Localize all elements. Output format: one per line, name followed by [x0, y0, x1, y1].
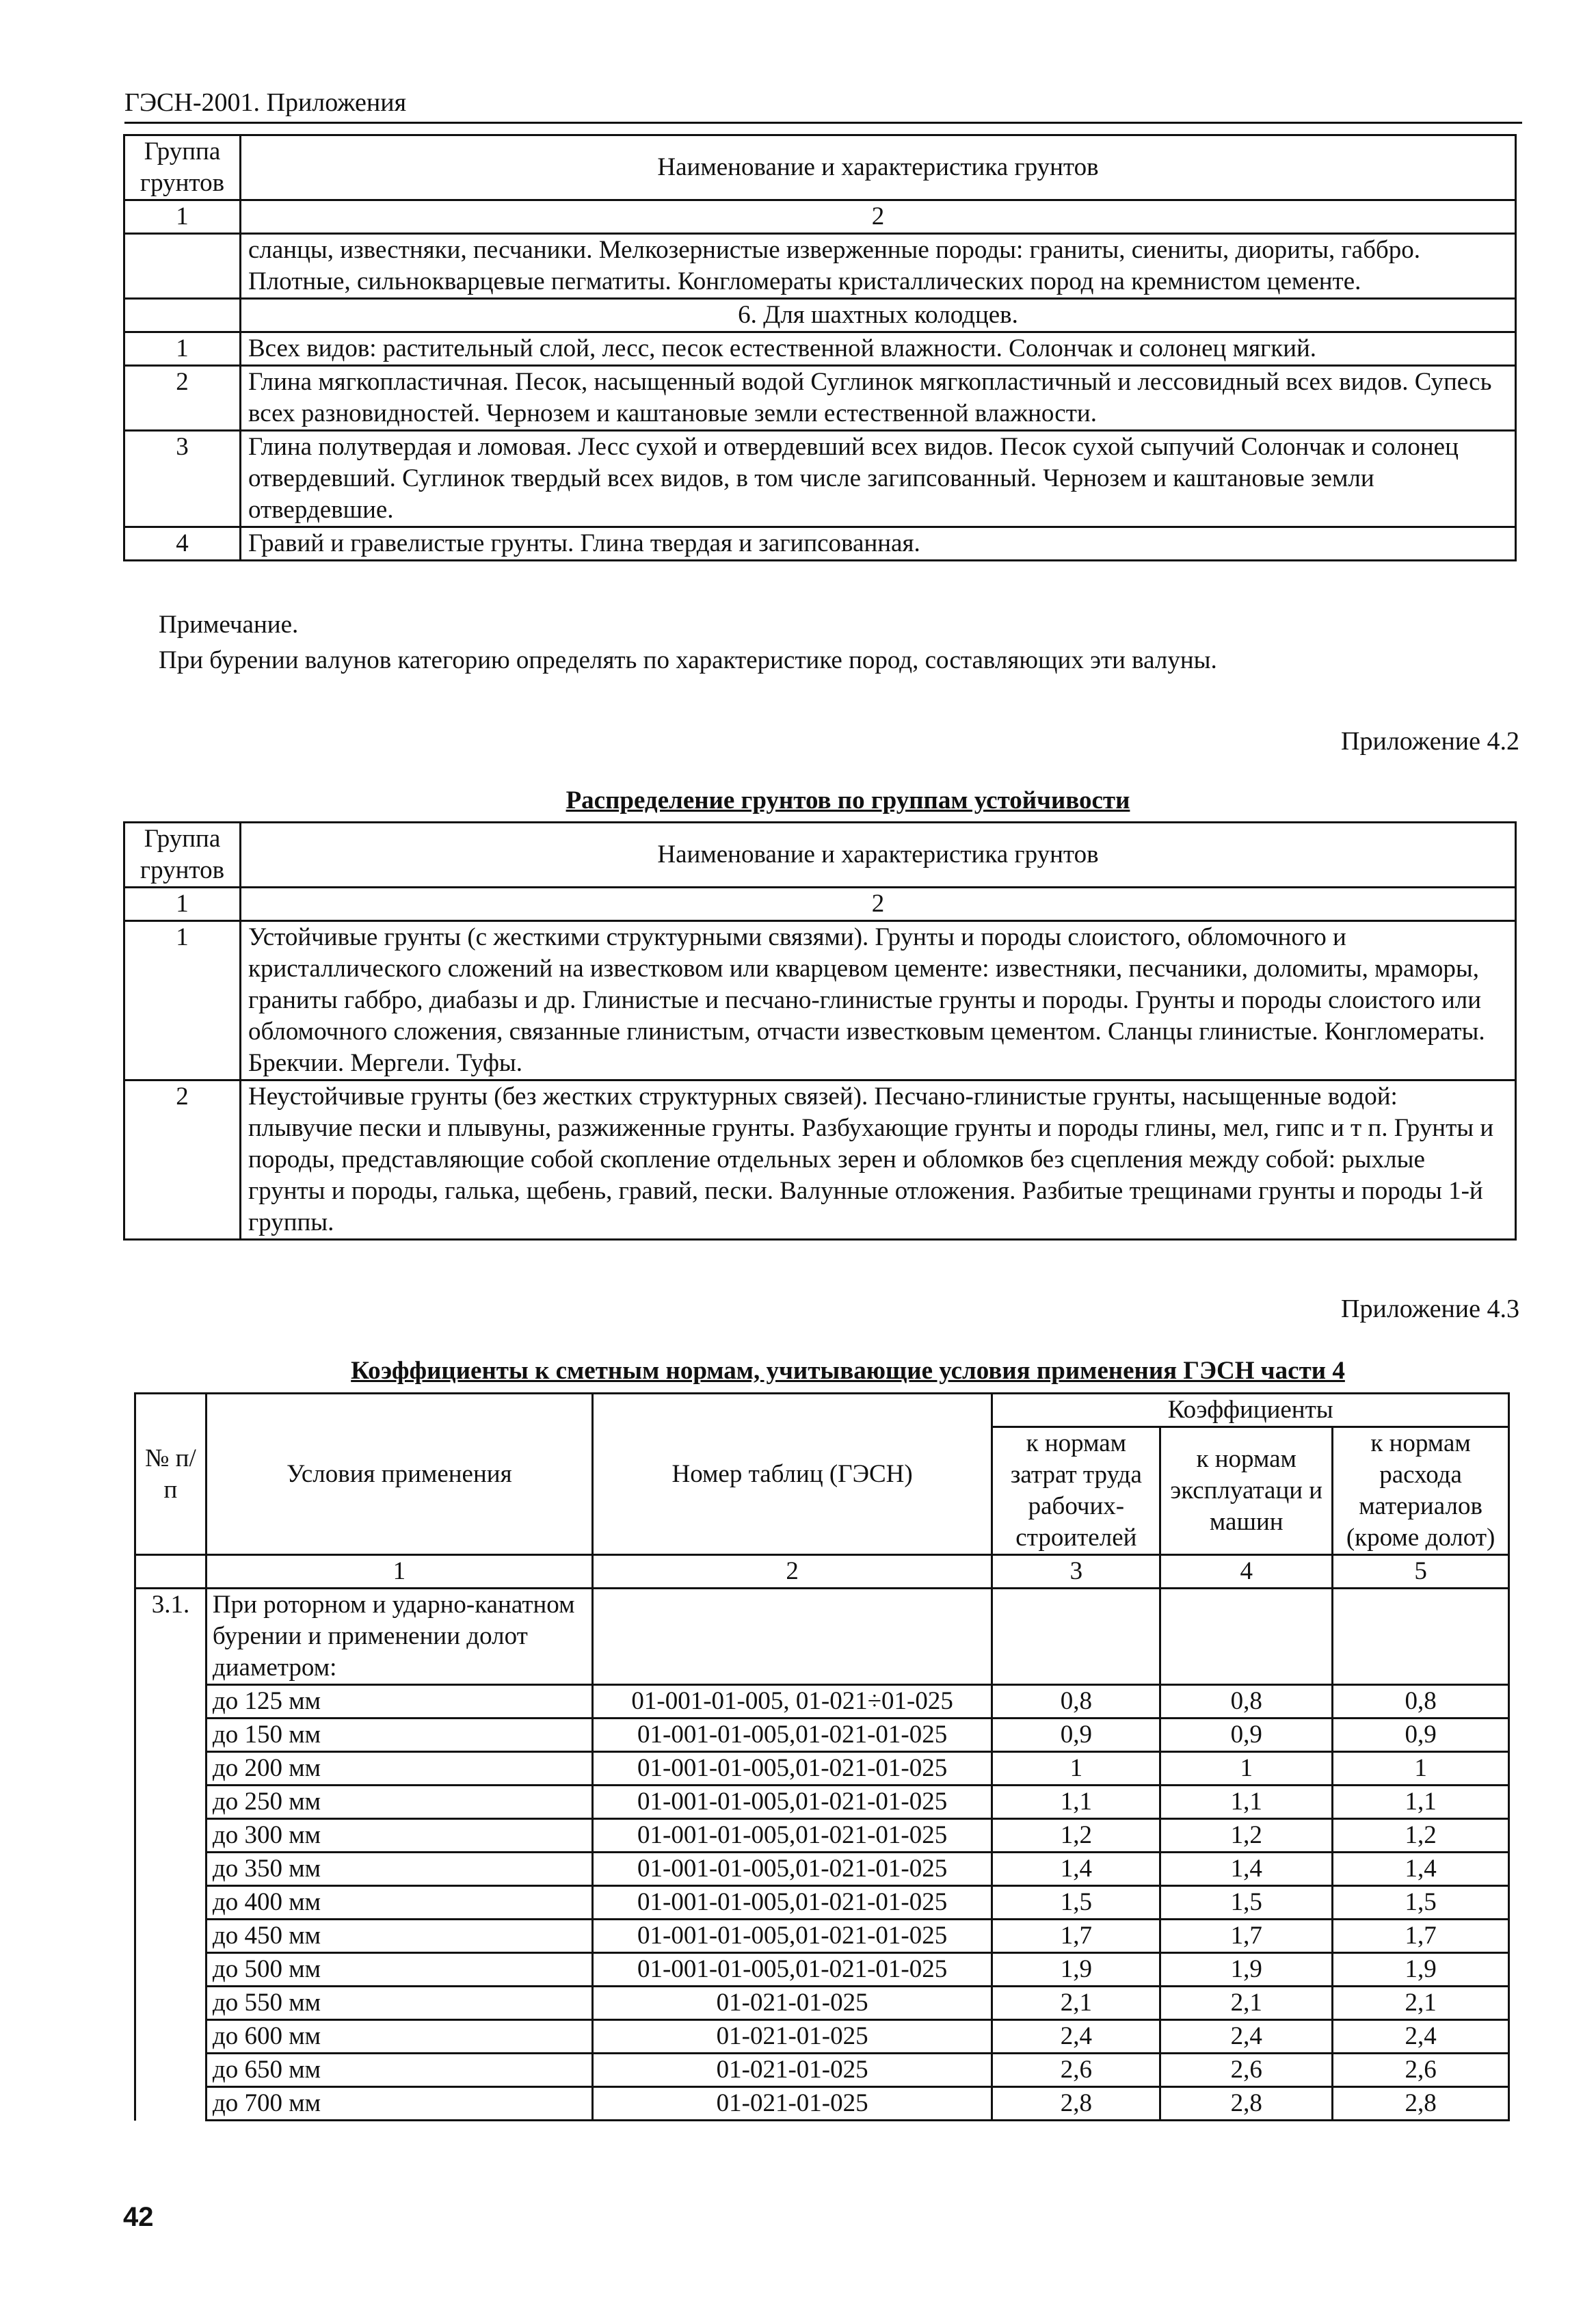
condition-cell: до 250 мм	[206, 1786, 592, 1819]
table-row	[135, 1853, 1509, 1886]
table-row	[124, 1080, 1516, 1240]
empty-cell	[1160, 1589, 1333, 1685]
tables-cell: 01-001-01-005,01-021-01-025	[592, 1920, 992, 1953]
machines-cell: 2,4	[1160, 2020, 1333, 2054]
condition-cell: до 125 мм	[206, 1685, 592, 1719]
running-header: ГЭСН-2001. Приложения	[124, 86, 1522, 124]
appendix-label-4-2: Приложение 4.2	[1341, 727, 1519, 756]
header-group: Группа грунтов	[124, 135, 241, 200]
note-label: Примечание.	[159, 611, 299, 639]
header-labor: к нормам затрат труда рабочих-строителей	[992, 1427, 1160, 1555]
header-machines: к нормам эксплуатаци и машин	[1160, 1427, 1333, 1555]
soil-groups-table	[123, 134, 1517, 561]
machines-cell: 2,6	[1160, 2054, 1333, 2087]
table-row	[135, 2020, 1509, 2054]
group-cell: 2	[124, 1080, 241, 1240]
table-row	[124, 431, 1516, 527]
materials-cell: 0,9	[1333, 1719, 1509, 1752]
materials-cell: 1	[1333, 1752, 1509, 1786]
tables-cell: 01-001-01-005, 01-021÷01-025	[592, 1685, 992, 1719]
appendix-label-4-3: Приложение 4.3	[1341, 1295, 1519, 1323]
labor-cell: 1,7	[992, 1920, 1160, 1953]
labor-cell: 2,1	[992, 1987, 1160, 2020]
table-row	[124, 332, 1516, 366]
description-cell: Устойчивые грунты (с жесткими структурными связями). Грунты и породы слоистого, обломочного и кристаллического сложений на известковом или кварцевом цементе: известняки, песчаники, доломиты, мраморы, граниты габбро, диабазы и др. Глинистые и песчано-глинистые грунты и породы. Грунты и породы слоистого или обломочного сложения, связанные глинистым, отчасти известковым цементом. Сланцы глинистые. Конгломераты. Брекчии. Мергели. Туфы.	[241, 921, 1516, 1080]
tables-cell: 01-021-01-025	[592, 2054, 992, 2087]
header-coefficients: Коэффициенты	[992, 1394, 1509, 1427]
column-number-row	[135, 1555, 1509, 1589]
machines-cell: 1,9	[1160, 1953, 1333, 1987]
description-cell: Глина мягкопластичная. Песок, насыщенный водой Суглинок мягкопластичный и лессовидный всех видов. Супесь всех разновидностей. Чернозем и каштановые земли естественной влажности.	[241, 366, 1516, 431]
labor-cell: 1	[992, 1752, 1160, 1786]
table-caption-stability: Распределение грунтов по группам устойчивости	[566, 786, 1130, 814]
header-name: Наименование и характеристика грунтов	[241, 135, 1516, 200]
materials-cell: 1,2	[1333, 1819, 1509, 1853]
colnum-5: 5	[1333, 1555, 1509, 1589]
condition-cell: до 450 мм	[206, 1920, 592, 1953]
group-cell: 2	[124, 366, 241, 431]
colnum-4: 4	[1160, 1555, 1333, 1589]
table-header-row	[124, 135, 1516, 200]
header-group: Группа грунтов	[124, 823, 241, 888]
group-cell: 3	[124, 431, 241, 527]
labor-cell: 1,1	[992, 1786, 1160, 1819]
header-tables: Номер таблиц (ГЭСН)	[592, 1394, 992, 1555]
machines-cell: 1,4	[1160, 1853, 1333, 1886]
labor-cell: 2,6	[992, 2054, 1160, 2087]
materials-cell: 1,4	[1333, 1853, 1509, 1886]
materials-cell: 2,6	[1333, 2054, 1509, 2087]
materials-cell: 0,8	[1333, 1685, 1509, 1719]
materials-cell: 1,5	[1333, 1886, 1509, 1920]
materials-cell: 2,8	[1333, 2087, 1509, 2121]
colnum-1: 1	[124, 200, 241, 234]
table-caption-coefficients: Коэффициенты к сметным нормам, учитывающие условия применения ГЭСН части 4	[351, 1357, 1345, 1385]
table-row	[135, 1819, 1509, 1853]
group-cell: 4	[124, 527, 241, 561]
condition-cell: до 400 мм	[206, 1886, 592, 1920]
table-row	[124, 234, 1516, 299]
table-row	[135, 1752, 1509, 1786]
materials-cell: 2,1	[1333, 1987, 1509, 2020]
labor-cell: 0,8	[992, 1685, 1160, 1719]
labor-cell: 1,2	[992, 1819, 1160, 1853]
description-cell: Гравий и гравелистые грунты. Глина твердая и загипсованная.	[241, 527, 1516, 561]
empty-cell	[992, 1589, 1160, 1685]
section-number: 3.1.	[135, 1589, 207, 2121]
condition-cell: до 700 мм	[206, 2087, 592, 2121]
table-row	[135, 1719, 1509, 1752]
group-cell-empty	[124, 299, 241, 332]
colnum-2: 2	[241, 200, 1516, 234]
page-number: 42	[123, 2202, 154, 2232]
table-row	[135, 1886, 1509, 1920]
machines-cell: 0,8	[1160, 1685, 1333, 1719]
group-cell-empty	[124, 234, 241, 299]
materials-cell: 2,4	[1333, 2020, 1509, 2054]
condition-cell: до 600 мм	[206, 2020, 592, 2054]
section-title: 6. Для шахтных колодцев.	[241, 299, 1516, 332]
table-row	[135, 2054, 1509, 2087]
tables-cell: 01-001-01-005,01-021-01-025	[592, 1786, 992, 1819]
machines-cell: 1,2	[1160, 1819, 1333, 1853]
header-materials: к нормам расхода материалов (кроме долот)	[1333, 1427, 1509, 1555]
tables-cell: 01-001-01-005,01-021-01-025	[592, 1853, 992, 1886]
table-header-row	[135, 1394, 1509, 1427]
materials-cell: 1,9	[1333, 1953, 1509, 1987]
group-cell: 1	[124, 921, 241, 1080]
condition-cell: до 300 мм	[206, 1819, 592, 1853]
header-conditions: Условия применения	[206, 1394, 592, 1555]
machines-cell: 0,9	[1160, 1719, 1333, 1752]
column-number-row	[124, 200, 1516, 234]
description-cell: Всех видов: растительный слой, лесс, песок естественной влажности. Солончак и солонец мягкий.	[241, 332, 1516, 366]
section-row	[124, 299, 1516, 332]
tables-cell: 01-001-01-005,01-021-01-025	[592, 1953, 992, 1987]
condition-cell: до 350 мм	[206, 1853, 592, 1886]
header-name: Наименование и характеристика грунтов	[241, 823, 1516, 888]
table-row	[135, 2087, 1509, 2121]
table-row	[135, 1685, 1509, 1719]
colnum-empty	[135, 1555, 207, 1589]
machines-cell: 1,7	[1160, 1920, 1333, 1953]
group-cell: 1	[124, 332, 241, 366]
description-cell: Глина полутвердая и ломовая. Лесс сухой и отвердевший всех видов. Песок сухой сыпучий Солончак и солонец отвердевший. Суглинок твердый всех видов, в том числе загипсованный. Чернозем и каштановые земли отвердевшие.	[241, 431, 1516, 527]
labor-cell: 0,9	[992, 1719, 1160, 1752]
section-text: При роторном и ударно-канатном бурении и применении долот диаметром:	[206, 1589, 592, 1685]
materials-cell: 1,7	[1333, 1920, 1509, 1953]
colnum-2: 2	[241, 888, 1516, 921]
table-row	[124, 366, 1516, 431]
section-row	[135, 1589, 1509, 1685]
table-row	[124, 527, 1516, 561]
labor-cell: 1,9	[992, 1953, 1160, 1987]
stability-groups-table	[123, 821, 1517, 1241]
note-text: При бурении валунов категорию определять по характеристике пород, составляющих эти валуны.	[159, 646, 1217, 674]
colnum-2: 2	[592, 1555, 992, 1589]
condition-cell: до 500 мм	[206, 1953, 592, 1987]
tables-cell: 01-021-01-025	[592, 2087, 992, 2121]
table-row	[135, 1987, 1509, 2020]
header-num: № п/п	[135, 1394, 207, 1555]
column-number-row	[124, 888, 1516, 921]
labor-cell: 2,4	[992, 2020, 1160, 2054]
table-row	[135, 1920, 1509, 1953]
tables-cell: 01-001-01-005,01-021-01-025	[592, 1819, 992, 1853]
tables-cell: 01-021-01-025	[592, 2020, 992, 2054]
empty-cell	[592, 1589, 992, 1685]
machines-cell: 1,1	[1160, 1786, 1333, 1819]
machines-cell: 2,1	[1160, 1987, 1333, 2020]
labor-cell: 2,8	[992, 2087, 1160, 2121]
tables-cell: 01-021-01-025	[592, 1987, 992, 2020]
condition-cell: до 150 мм	[206, 1719, 592, 1752]
machines-cell: 1	[1160, 1752, 1333, 1786]
coefficients-table	[134, 1392, 1510, 2121]
description-cell: Неустойчивые грунты (без жестких структурных связей). Песчано-глинистые грунты, насыщенные водой: плывучие пески и плывуны, разжиженные грунты. Разбухающие грунты и породы глины, мел, гипс и т п. Грунты и породы, представляющие собой скопление отдельных зерен и обломков без сцепления между собой: рыхлые грунты и породы, галька, щебень, гравий, пески. Валунные отложения. Разбитые трещинами грунты и породы 1-й группы.	[241, 1080, 1516, 1240]
tables-cell: 01-001-01-005,01-021-01-025	[592, 1752, 992, 1786]
table-header-row	[124, 823, 1516, 888]
condition-cell: до 550 мм	[206, 1987, 592, 2020]
condition-cell: до 650 мм	[206, 2054, 592, 2087]
table-row	[135, 1786, 1509, 1819]
labor-cell: 1,4	[992, 1853, 1160, 1886]
colnum-3: 3	[992, 1555, 1160, 1589]
labor-cell: 1,5	[992, 1886, 1160, 1920]
materials-cell: 1,1	[1333, 1786, 1509, 1819]
tables-cell: 01-001-01-005,01-021-01-025	[592, 1886, 992, 1920]
empty-cell	[1333, 1589, 1509, 1685]
table-row	[124, 921, 1516, 1080]
machines-cell: 2,8	[1160, 2087, 1333, 2121]
continued-text: сланцы, известняки, песчаники. Мелкозернистые изверженные породы: граниты, сиениты, диориты, габбро. Плотные, сильнокварцевые пегматиты. Конгломераты кристаллических пород на кремнистом цементе.	[241, 234, 1516, 299]
colnum-1: 1	[124, 888, 241, 921]
machines-cell: 1,5	[1160, 1886, 1333, 1920]
tables-cell: 01-001-01-005,01-021-01-025	[592, 1719, 992, 1752]
colnum-1: 1	[206, 1555, 592, 1589]
condition-cell: до 200 мм	[206, 1752, 592, 1786]
table-row	[135, 1953, 1509, 1987]
